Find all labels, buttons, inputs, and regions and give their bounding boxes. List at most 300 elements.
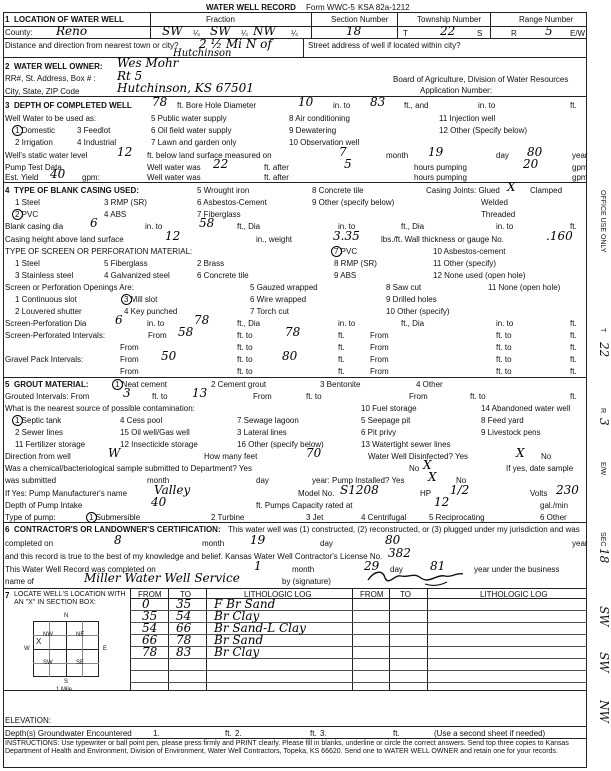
weight-label: in., weight [256,235,293,244]
log-to: 35 [176,597,192,611]
second-sheet-note: (Use a second sheet if needed) [434,729,546,738]
ft-after-label-2: ft. after [264,173,289,182]
from-label: From [253,392,272,401]
fraction-q3: NW [253,24,276,38]
ft-unit: ft. [570,355,577,364]
month-label: month [292,565,315,574]
section-7-number: 7 [5,591,10,600]
opening-option: 1 Continuous slot [15,295,77,304]
opening-option: 7 Torch cut [250,307,289,316]
month-label: month [202,539,225,548]
ft-unit: ft. [570,367,577,376]
log-row-line [130,671,587,683]
office-use-label: OFFICE USE ONLY [599,190,606,253]
static-value: 12 [117,145,133,159]
rr-value: Rt 5 [117,69,143,83]
gravel-pack-label: Gravel Pack Intervals: [5,355,84,364]
screen-option: 1 Steel [15,259,40,268]
screen-option: 4 Galvanized steel [104,271,170,280]
manuf-label: If Yes: Pump Manufacturer's name [5,489,128,498]
screen-option: 5 Fiberglass [104,259,148,268]
depth-label: DEPTH OF COMPLETED WELL [14,101,132,110]
contam-option: 5 Seepage pit [361,416,411,425]
rule [3,690,587,691]
ft-unit: ft. [570,331,577,340]
by-signature-label: by (signature) [282,577,331,586]
log-header-2: LITHOLOGIC LOG [480,590,548,599]
casing-option: 9 Other (specify below) [312,198,395,207]
ft-unit: ft. [570,319,577,328]
record-year: 81 [430,559,446,573]
township-label: Township Number [417,15,482,24]
log-to: 83 [176,645,192,659]
screen-option: 8 RMP (SR) [334,259,377,268]
ft-unit: ft. [570,222,577,231]
capacity-label: ft. Pumps Capacity rated at [256,501,353,510]
bore-to-value: 83 [370,95,386,109]
quarter-mark: ¼ [291,29,298,38]
section-1-number: 1 [5,15,10,24]
to-label: ft. to [237,367,253,376]
if-yes-label: If yes, date sample [506,464,574,473]
statute: KSA 82a-1212 [358,3,410,12]
opening-option: 10 Other (specify) [386,307,450,316]
from-label: From [370,355,389,364]
contam-label: What is the nearest source of possible contamination: [5,404,195,413]
blank-dia-value: 6 [90,216,98,230]
to-label: ft. to [152,392,168,401]
completed-day: 19 [250,533,266,547]
gp-from-value: 50 [161,349,177,363]
instructions: INSTRUCTIONS: Use typewriter or ball point pen, please press firmly and PRINT clearly. Please fill in blanks, underline or circle the correct answers. Send top three copies to Kansas Department of Health and Environment, Division of Environment, Water Well Contractors, Topeka, KS 66620. Send one to WATER WELL OWNER and retain one for your records. [5,740,569,755]
rule [150,12,151,39]
margin-r: R [599,408,606,414]
pump-installed-label: year: Pump Installed? Yes [312,476,405,485]
use-option: 12 Other (Specify below) [439,126,528,135]
dia-label: ft., Dia [401,319,425,328]
grouted-label: Grouted Intervals: From [5,392,90,401]
quadrant-nw: NW [43,632,53,638]
disinfected-x: X [516,446,525,460]
owner-value: Wes Mohr [117,56,179,70]
rule [311,12,312,39]
township-s: S [477,29,483,38]
compass-w: W [24,646,30,652]
in-to: in. to [496,319,514,328]
depth-2: 2. [235,729,242,738]
rule [49,621,50,677]
log-row-line [130,659,587,671]
how-far-value: 70 [306,446,322,460]
form-title: WATER WELL RECORD [206,3,296,12]
depth-ft: ft. [225,729,232,738]
hours-pumping-label-2: hours pumping [414,173,467,182]
compass-e: E [103,646,108,652]
cert-label: CONTRACTOR'S OR LANDOWNER'S CERTIFICATION: [14,525,221,534]
well-water-1: 22 [213,157,229,171]
to-label: ft. to [237,331,253,340]
rule [3,522,587,523]
model-value: S1208 [340,483,379,497]
depth-1: 1. [153,729,160,738]
volts-value: 230 [556,483,579,497]
model-label: Model No. [298,489,335,498]
rr-label: RR#, St. Address, Box # : [5,74,96,83]
dia-label: ft., Dia [237,222,261,231]
name-of-label: name of [5,577,34,586]
from-label: From [148,331,167,340]
day-label: day [390,565,403,574]
joints-label: Casing Joints: Glued [426,186,500,195]
rule [3,726,587,727]
how-far-label: How many feet [204,452,258,461]
to-label: ft. to [237,355,253,364]
casing-option: 7 Fiberglass [197,210,241,219]
rule [3,738,587,739]
use-option: 5 Public water supply [151,114,227,123]
use-option: 10 Observation well [289,138,360,147]
screen-option: 7 PVC [334,247,358,256]
volts-label: Volts [530,489,548,498]
intake-label: Depth of Pump Intake [5,501,83,510]
street-label: Street address of well if located within city? [308,41,461,50]
distance-label: Distance and direction from nearest town or city? [5,41,179,50]
range-r: R [511,29,517,38]
grout-option: 2 Cement grout [211,380,267,389]
section-6-number: 6 [5,525,10,534]
log-row-line [130,611,587,623]
from-label: From [120,343,139,352]
weight-value: 3.35 [333,229,360,243]
record-completed: This Water Well Record was completed on [5,565,156,574]
sp-dia-value: 6 [115,313,123,327]
sp-to-interval: 78 [285,325,301,339]
yield-label: Est. Yield [5,173,39,182]
log-desc: Br Clay [214,645,260,659]
pump-test-label: Pump Test Data [5,163,62,172]
form-number: Form WWC-5 [306,3,355,12]
hours-1: 5 [344,157,352,171]
gpm-1: 20 [523,157,539,171]
ft-unit: ft. [570,392,577,401]
owner-label: WATER WELL OWNER: [14,62,103,71]
log-desc: F Br Sand [214,597,276,611]
depths-label: Depth(s) Groundwater Encountered [5,729,132,738]
log-from: 35 [142,609,158,623]
no-label: No [409,464,420,473]
fraction-q1: SW [162,24,183,38]
from-header-2: FROM [360,590,384,599]
margin-sec: SEC [599,532,606,547]
margin-t-value: 22 [597,342,611,358]
month-label: month [147,476,170,485]
margin-sec-value: 18 [597,548,611,564]
casing-option: 4 ABS [104,210,127,219]
disinfected-label: Water Well Disinfected? Yes [368,452,469,461]
from-label: From [409,392,428,401]
from-label: From [120,355,139,364]
opening-option: 4 Key punched [124,307,178,316]
rule [397,12,398,39]
record-month: 1 [254,559,262,573]
cert-text: This water well was (1) constructed, (2) reconstructed, or (3) plugged under my jurisdiction and was [228,525,580,534]
sp-dia-label: Screen-Perforation Dia [5,319,87,328]
rule [33,649,99,650]
hp-label: HP [420,489,432,498]
use-option: 3 Feedlot [77,126,111,135]
contam-option: 2 Sewer lines [15,428,64,437]
rule [490,12,491,39]
from-label: From [370,367,389,376]
rule [3,26,587,27]
margin-ew: E/W [599,462,606,476]
casing-option: 1 Steel [15,198,40,207]
height-value: 12 [165,229,181,243]
ft-unit: ft. [338,367,345,376]
screen-option: 9 ABS [334,271,357,280]
contam-option: 9 Livestock pens [481,428,541,437]
blank-dia-label: Blank casing dia [5,222,64,231]
log-row-line [130,599,587,611]
yield-value: 40 [50,167,66,181]
to-label: ft. to [306,392,322,401]
pump-type-option: 1 Submersible [89,513,141,522]
contam-option: 13 Watertight sewer lines [361,440,451,449]
pump-type-option: 6 Other [540,513,567,522]
from-label: From [370,331,389,340]
capacity-value: 12 [434,495,450,509]
range-label: Range Number [519,15,574,24]
grout-option: 4 Other [416,380,443,389]
glued-x: X [507,180,516,194]
use-label: Well Water to be used as: [5,114,97,123]
city-value: Hutchinson, KS 67501 [117,81,254,95]
section-1-title: LOCATION OF WATER WELL [14,15,124,24]
use-option: 7 Lawn and garden only [151,138,237,147]
ft-unit: ft. [338,343,345,352]
opening-option: 9 Drilled holes [386,295,437,304]
direction-value: W [108,446,121,460]
margin-q1: SW [597,606,611,627]
in-to: in. to [333,101,351,110]
grout-to: 13 [192,386,208,400]
quadrant-se: SE [76,660,85,666]
license-value: 382 [388,546,411,560]
from-label: From [120,367,139,376]
record-day: 29 [364,559,380,573]
in-to: in. to [147,319,165,328]
quarter-mark: ¼ [241,29,248,38]
submitted-label: was submitted [5,476,57,485]
manuf-value: Valley [154,483,191,497]
sp-int-label: Screen-Perforated Intervals: [5,331,106,340]
log-to: 54 [176,609,192,623]
lbs-label: lbs./ft. Wall thickness or gauge No. [381,235,504,244]
to-header-2: TO [400,590,411,599]
screen-option: 2 Brass [197,259,225,268]
depth-ft: ft. [393,729,400,738]
grout-option: 1 Neat cement [115,380,168,389]
pump-type-option: 3 Jet [306,513,324,522]
contam-option: 3 Lateral lines [237,428,287,437]
use-option: 4 Industrial [77,138,117,147]
pump-type-option: 5 Reciprocating [429,513,485,522]
section-3-number: 3 [5,101,10,110]
contam-option: 12 Insecticide storage [120,440,198,449]
rule [3,182,587,183]
use-option: 6 Oil field water supply [151,126,232,135]
opening-option: 11 None (open hole) [488,283,561,292]
to-label: ft. to [470,392,486,401]
rule [3,96,587,97]
screen-option: 3 Stainless steel [15,271,74,280]
to-label: ft. to [237,343,253,352]
log-desc: Br Clay [214,609,260,623]
screen-option: 12 None used (open hole) [433,271,526,280]
rule [3,588,587,589]
locate-label: LOCATE WELL'S LOCATION WITH AN "X" IN SECTION BOX: [14,591,126,606]
casing-label: TYPE OF BLANK CASING USED: [14,186,139,195]
casing-option: 3 RMP (SR) [104,198,147,207]
rule [3,377,587,378]
sp-from-value: 58 [178,325,194,339]
gpm-label: gpm [572,163,588,172]
in-to: in. to [338,222,356,231]
casing-option: 5 Wrought iron [197,186,250,195]
log-from: 66 [142,633,158,647]
contam-option: 14 Abandoned water well [481,404,571,413]
measured-day: 19 [428,145,444,159]
no-label: No [456,476,467,485]
no-label: No [541,452,552,461]
hours-pumping-label: hours pumping [414,163,467,172]
in-to-2: in. to [478,101,496,110]
application-label: Application Number: [420,86,493,95]
city-label: City, State, ZIP Code [5,87,80,96]
sp-to-value: 78 [194,313,210,327]
rule [3,57,587,58]
threaded-label: Threaded [481,210,516,219]
pump-type-option: 2 Turbine [211,513,245,522]
pump-installed-x: X [428,470,437,484]
section-value: 18 [346,24,362,38]
margin-r-value: 3 [597,418,611,426]
measured-year: 80 [527,145,543,159]
from-header: FROM [138,590,162,599]
section-4-number: 4 [5,186,10,195]
county-value: Reno [56,24,88,38]
to-label: ft. to [496,343,512,352]
gauge-value: .160 [546,229,573,243]
margin-q2: SW [597,652,611,673]
quadrant-ne: NE [76,632,85,638]
depth-value: 78 [152,95,168,109]
bore-value: 10 [298,95,314,109]
intake-value: 40 [151,495,167,509]
pump-type-label: Type of pump: [5,513,56,522]
to-header: TO [180,590,191,599]
pump-type-option: 4 Centrifugal [361,513,407,522]
board-label: Board of Agriculture, Division of Water Resources [393,75,569,84]
contam-option: 11 Fertilizer storage [15,440,86,449]
year-label: year [572,539,588,548]
county-label: County: [5,28,33,37]
opening-option: 5 Gauzed wrapped [250,283,318,292]
bore-label: ft. Bore Hole Diameter [177,101,257,110]
opening-option: 2 Louvered shutter [15,307,82,316]
log-row-line [130,647,587,659]
blank-to-value: 58 [199,216,215,230]
contam-option: 7 Sewage lagoon [237,416,299,425]
year-label: year [572,151,588,160]
ft-after-label: ft. after [264,163,289,172]
from-label: From [370,343,389,352]
opening-option: 6 Wire wrapped [250,295,307,304]
day-label: day [496,151,509,160]
section-label: Section Number [331,15,389,24]
well-x-mark: X [36,637,42,646]
to-label: ft. to [496,367,512,376]
quarter-mark: ¼ [193,29,200,38]
screen-label: TYPE OF SCREEN OR PERFORATION MATERIAL: [5,247,193,256]
under-label: year under the business [474,565,560,574]
month-label: month [386,151,409,160]
opening-option: 8 Saw cut [386,283,422,292]
casing-option: 8 Concrete tile [312,186,364,195]
use-option: 2 Irrigation [15,138,53,147]
gp-to-value: 80 [282,349,298,363]
rule [82,621,83,677]
day-label: day [320,539,333,548]
gal-min-label: gal./min [540,501,569,510]
sample-label: Was a chemical/bacteriological sample submitted to Department? Yes [5,464,252,473]
use-option: 9 Dewatering [289,126,337,135]
section-5-number: 5 [5,380,10,389]
log-desc: Br Sand-L Clay [214,621,306,635]
contam-option: 6 Pit privy [361,428,397,437]
rule [3,38,587,39]
fraction-q2: SW [210,24,231,38]
use-option: 8 Air conditioning [289,114,350,123]
clamped-label: Clamped [530,186,563,195]
log-row-line [130,635,587,647]
contam-option: 8 Feed yard [481,416,524,425]
completed-month: 8 [114,533,122,547]
fraction-label: Fraction [206,15,235,24]
grout-label: GROUT MATERIAL: [14,380,89,389]
screen-option: 6 Concrete tile [197,271,249,280]
township-t: T [403,29,408,38]
contam-option: 1 Septic tank [15,416,62,425]
business-value: Miller Water Well Service [84,571,240,585]
distance-value-2: Hutchinson [173,48,232,59]
ft-and: ft., and [404,101,429,110]
range-value: 5 [545,24,553,38]
day-label: day [256,476,269,485]
log-from: 78 [142,645,158,659]
contam-option: 15 Oil well/Gas well [120,428,190,437]
gpm-label-2: gpm [572,173,588,182]
completed-label: completed on [5,539,54,548]
completed-year: 80 [385,533,401,547]
section-2-number: 2 [5,62,10,71]
in-to: in. to [145,222,163,231]
signature-mark [365,566,465,588]
static-label: Well's static water level [5,151,88,160]
to-label: ft. to [496,355,512,364]
grout-from: 3 [123,386,131,400]
height-label: Casing height above land surface [5,235,124,244]
